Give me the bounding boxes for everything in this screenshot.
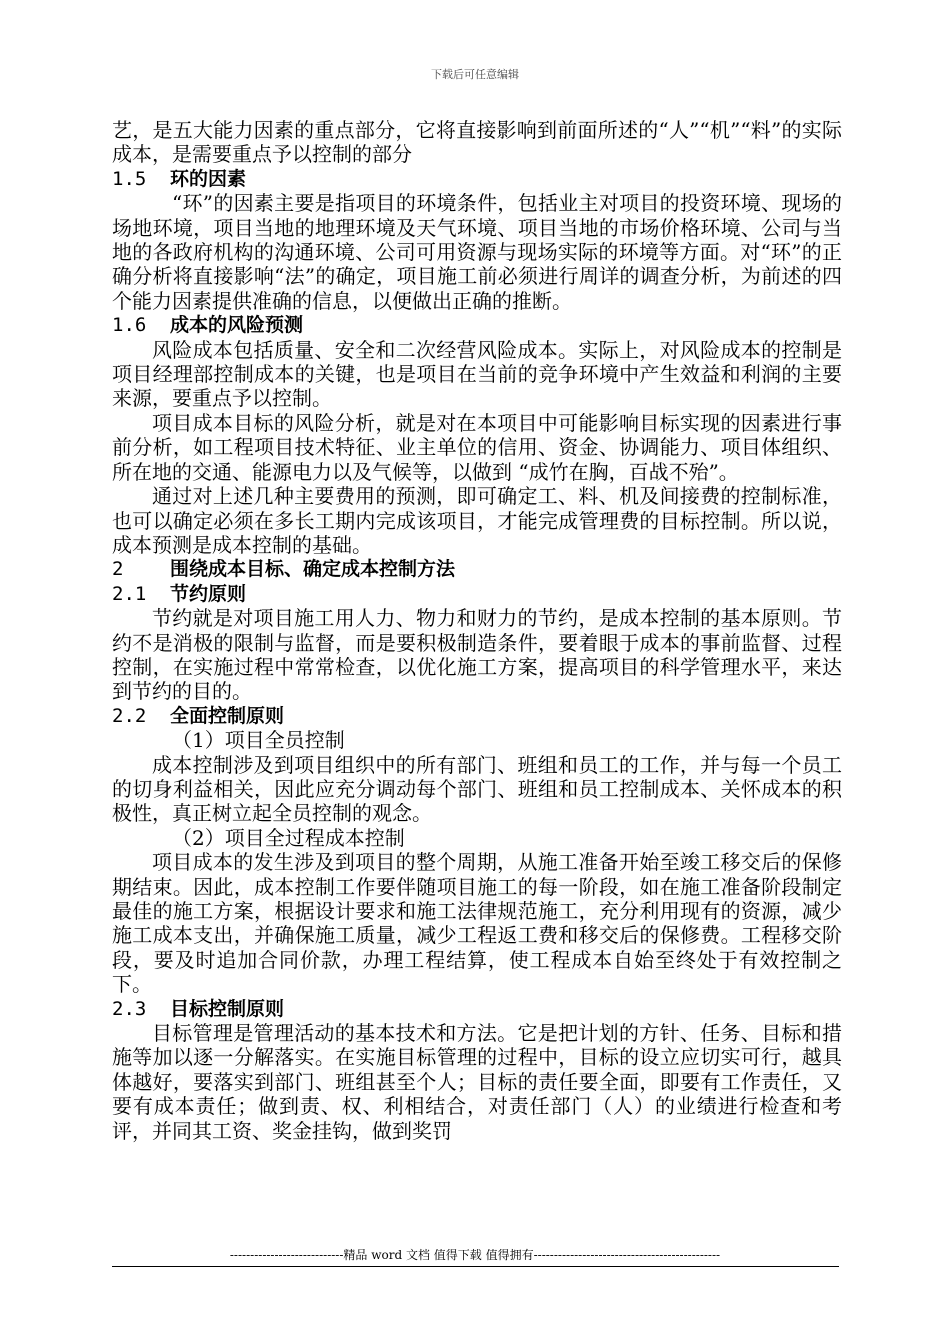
footer-divider	[112, 1266, 839, 1267]
paragraph: “环”的因素主要是指项目的环境条件，包括业主对项目的投资环境、现场的场地环境，项目当地的地理环境及天气环境、项目当地的市场价格环境、公司与当地的各政府机构的沟通环境、公司可用资源与现场实际的环境等方面。对“环”的正确分析将直接影响“法”的确定，项目施工前必须进行周详的调查分析，为前述的四个能力因素提供准确的信息，以便做出正确的推断。	[112, 191, 842, 313]
section-title: 目标控制原则	[170, 997, 285, 1020]
section-heading	[112, 557, 842, 581]
section-number: 2	[112, 558, 124, 581]
paragraph: 项目成本的发生涉及到项目的整个周期，从施工准备开始至竣工移交后的保修期结束。因此，成本控制工作要伴随项目施工的每一阶段，如在施工准备阶段制定最佳的施工方案，根据设计要求和施工法律规范施工，充分利用现有的资源，减少施工成本支出，并确保施工质量，减少工程返工费和移交后的保修费。工程移交阶段，要及时追加合同价款，办理工程结算，使工程成本自始至终处于有效控制之下。	[112, 850, 842, 997]
paragraph: （2）项目全过程成本控制	[172, 825, 405, 850]
paragraph: 成本控制涉及到项目组织中的所有部门、班组和员工的工作，并与每一个员工的切身利益相关，因此应充分调动每个部门、班组和员工控制成本、关怀成本的积极性，真正树立起全员控制的观念。	[112, 752, 842, 826]
paragraph: 风险成本包括质量、安全和二次经营风险成本。实际上，对风险成本的控制是项目经理部控制成本的关键，也是项目在当前的竞争环境中产生效益和利润的主要来源，要重点予以控制。	[112, 337, 842, 411]
page-header: 下载后可任意编辑	[431, 68, 519, 81]
section-number: 1.6	[112, 314, 147, 337]
section-title: 节约原则	[170, 582, 247, 605]
section-title: 环的因素	[170, 167, 247, 190]
paragraph: 目标管理是管理活动的基本技术和方法。它是把计划的方针、任务、目标和措施等加以逐一分解落实。在实施目标管理的过程中，目标的设立应切实可行，越具体越好，要落实到部门、班组甚至个人；目标的责任要全面，即要有工作责任，又要有成本责任；做到责、权、利相结合，对责任部门（人）的业绩进行检查和考评，并同其工资、奖金挂钩，做到奖罚	[112, 1021, 842, 1143]
section-heading	[112, 313, 842, 337]
section-heading	[112, 582, 842, 606]
section-title: 全面控制原则	[170, 704, 285, 727]
paragraph: 节约就是对项目施工用人力、物力和财力的节约，是成本控制的基本原则。节约不是消极的限制与监督，而是要积极制造条件，要着眼于成本的事前监督、过程控制，在实施过程中常常检查，以优化施工方案，提高项目的科学管理水平，来达到节约的目的。	[112, 606, 842, 704]
paragraph: 通过对上述几种主要费用的预测，即可确定工、料、机及间接费的控制标准，也可以确定必须在多长工期内完成该项目，才能完成管理费的目标控制。所以说，成本预测是成本控制的基础。	[112, 484, 842, 557]
document-body	[112, 118, 842, 1143]
section-number: 2.3	[112, 997, 147, 1020]
section-number: 2.2	[112, 704, 147, 727]
section-heading	[112, 997, 842, 1021]
paragraph: 艺，是五大能力因素的重点部分，它将直接影响到前面所述的“人”“机”“料”的实际成本，是需要重点予以控制的部分	[112, 118, 842, 167]
section-title: 成本的风险预测	[170, 314, 304, 337]
section-number: 2.1	[112, 582, 147, 605]
paragraph: 项目成本目标的风险分析，就是对在本项目中可能影响目标实现的因素进行事前分析，如工程项目技术特征、业主单位的信用、资金、协调能力、项目体组织、所在地的交通、能源电力以及气候等，以做到 “成竹在胸，百战不殆”。	[112, 410, 842, 484]
section-number: 1.5	[112, 167, 147, 190]
paragraph: （1）项目全员控制	[172, 728, 345, 753]
page-footer: ----------------------------精品 word 文档 值得下载 值得拥有----------------------------------------------	[229, 1248, 721, 1262]
section-heading	[112, 704, 842, 728]
section-heading	[112, 167, 842, 191]
section-title: 围绕成本目标、确定成本控制方法	[170, 558, 456, 581]
